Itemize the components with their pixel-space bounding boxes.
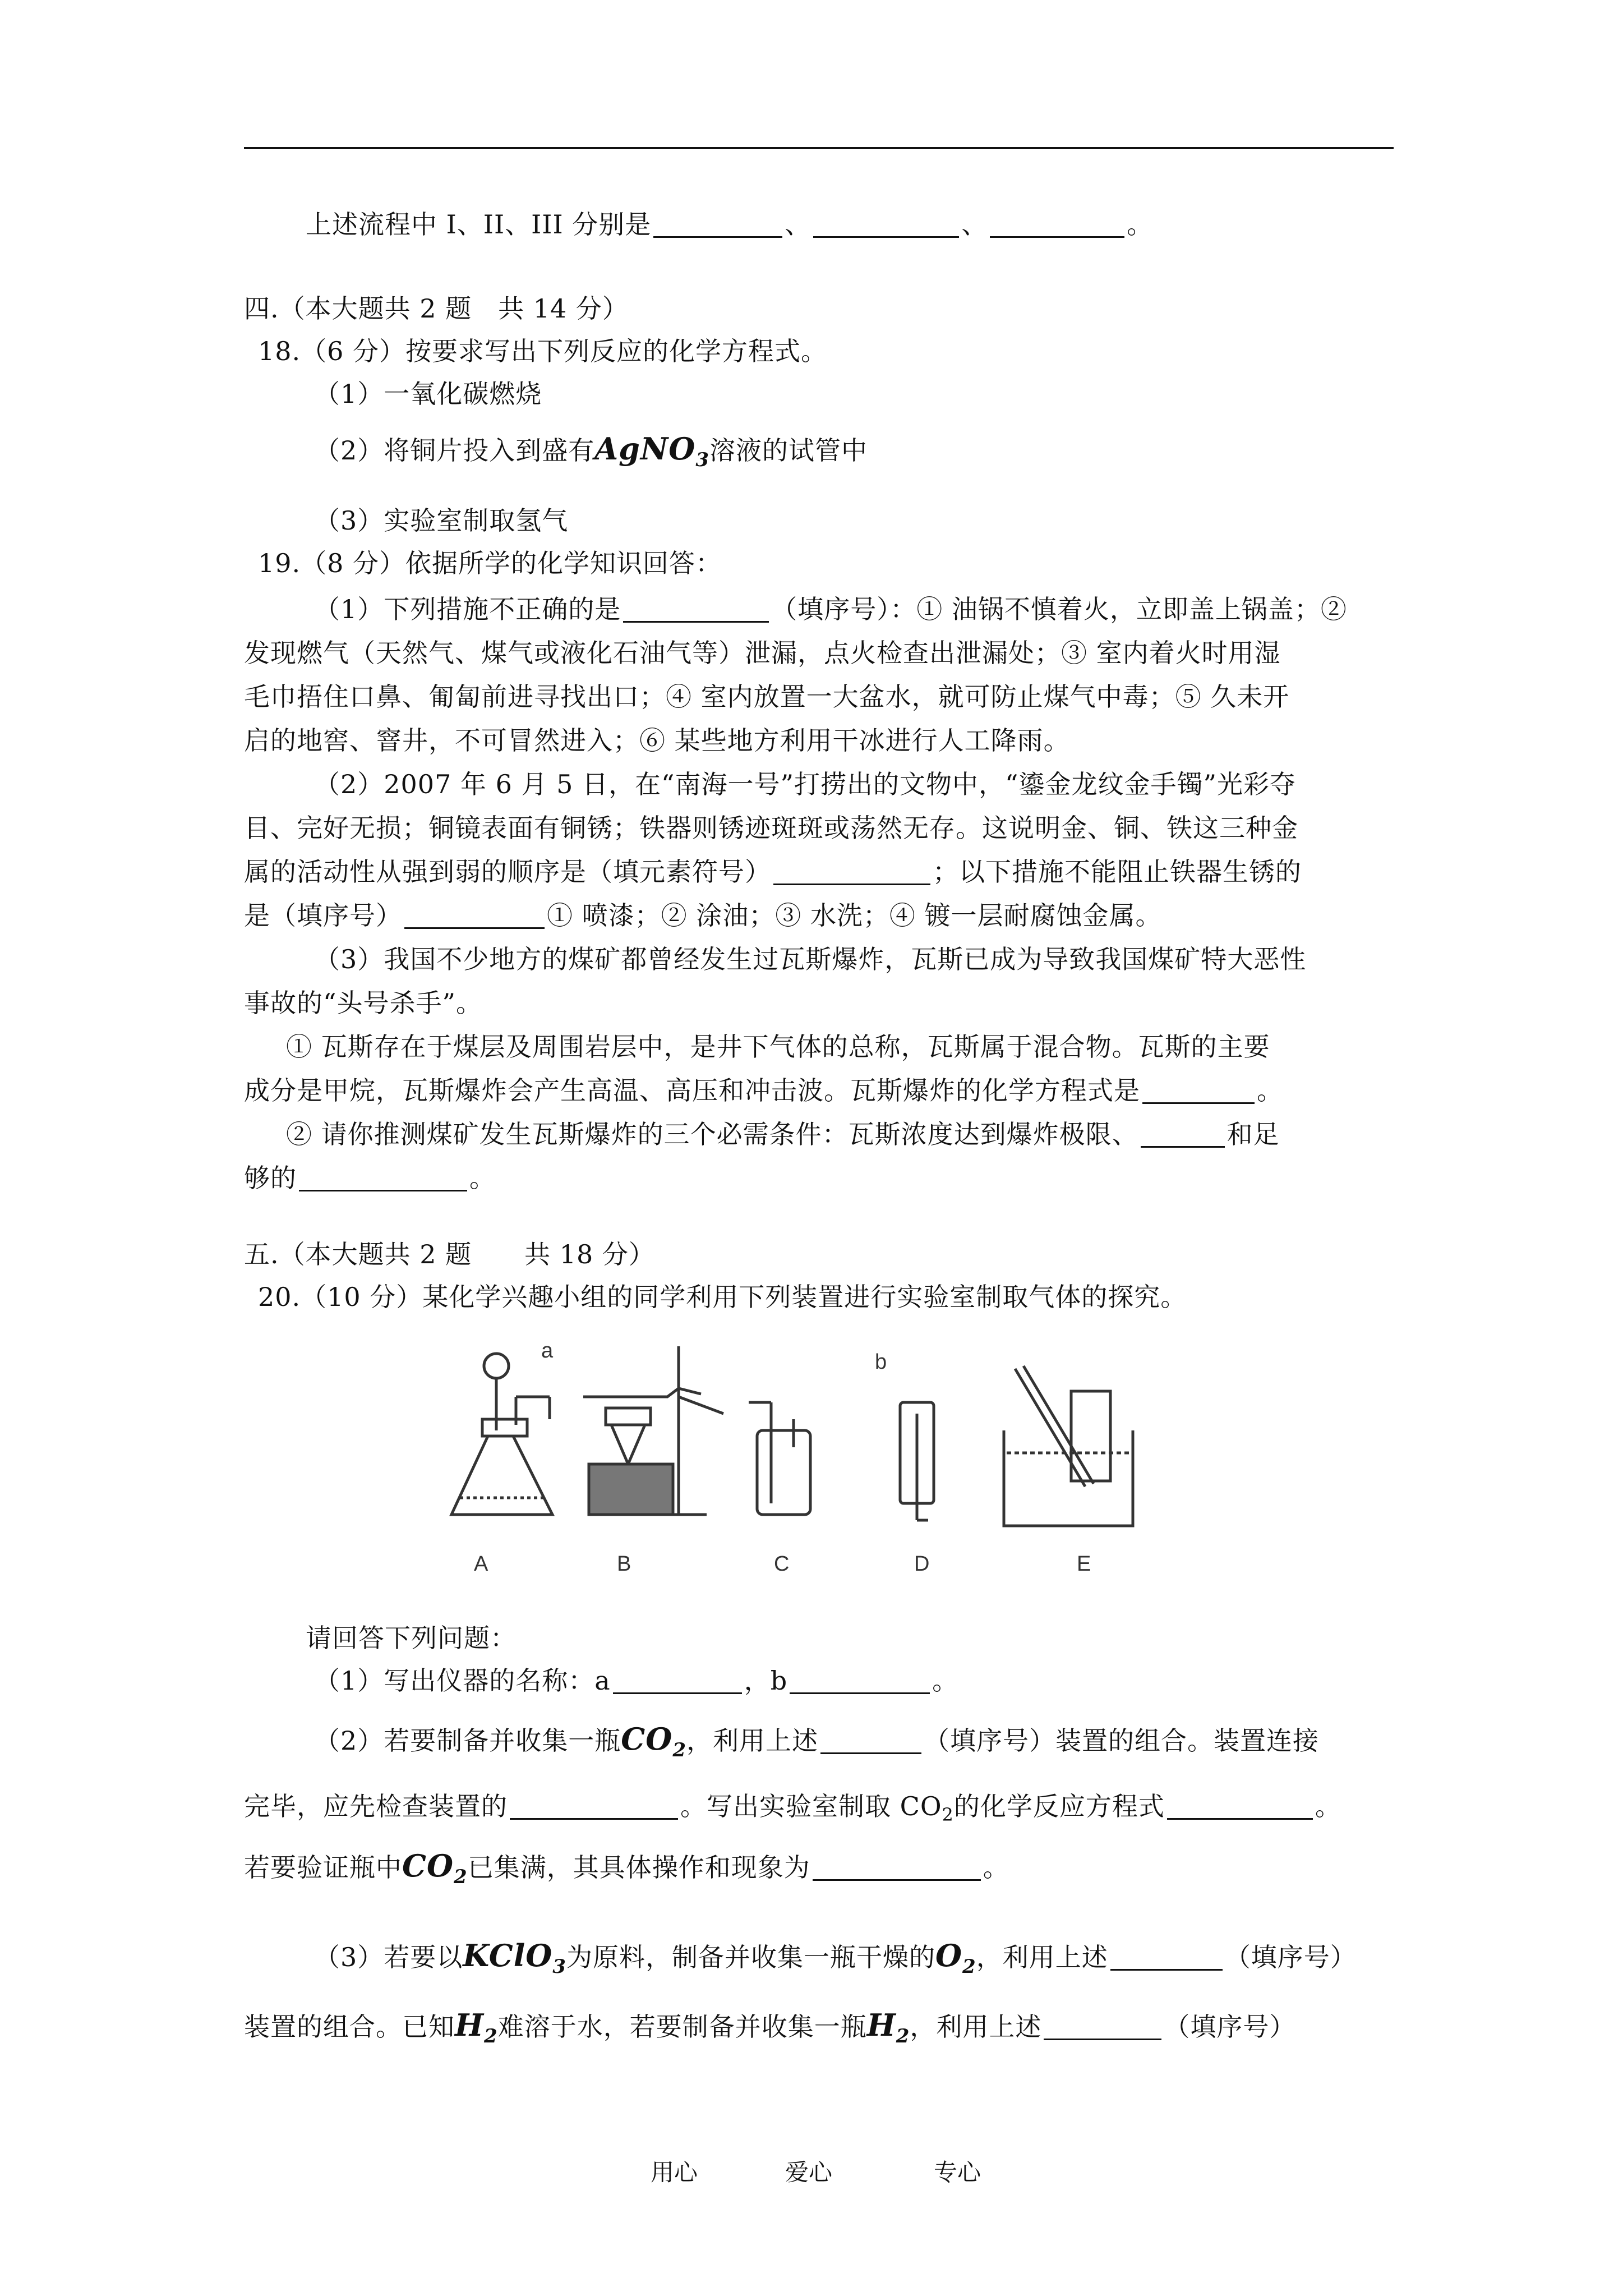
tag-a: a <box>541 1339 554 1363</box>
q19-part2-line4: 是（填序号） ① 喷漆；② 涂油；③ 水洗；④ 镀一层耐腐蚀金属。 <box>244 900 1162 931</box>
q19-part1-line4: 启的地窖、窨井，不可冒然进入；⑥ 某些地方利用干冰进行人工降雨。 <box>244 725 1070 756</box>
q19-part1-line1: （1）下列措施不正确的是 （填序号）：① 油锅不慎着火，立即盖上锅盖；② <box>314 594 1347 624</box>
q18-part3: （3）实验室制取氢气 <box>314 505 569 536</box>
q19-part3-line1: （3）我国不少地方的煤矿都曾经发生过瓦斯爆炸，瓦斯已成为导致我国煤矿特大恶性 <box>314 944 1307 974</box>
question-19: 19.（8 分）依据所学的化学知识回答： <box>258 548 722 578</box>
line-flow-question: 上述流程中 I、II、III 分别是 、 、 。 <box>306 209 1154 240</box>
q19-part2-line2: 目、完好无损；铜镜表面有铜锈；铁器则锈迹斑斑或荡然无存。这说明金、铜、铁这三种金 <box>244 813 1298 843</box>
q19-part1-line3: 毛巾捂住口鼻、匍匐前进寻找出口；④ 室内放置一大盆水，就可防止煤气中毒；⑤ 久未开 <box>244 682 1290 712</box>
ask-line: 请回答下列问题： <box>306 1623 517 1653</box>
q19-part3-line3: ① 瓦斯存在于煤层及周围岩层中，是井下气体的总称，瓦斯属于混合物。瓦斯的主要 <box>286 1032 1270 1062</box>
q20-part2-line3: 若要验证瓶中$CO_2$已集满，其具体操作和现象为 。 <box>244 1848 1009 1888</box>
apparatus-figure <box>443 1335 1172 1584</box>
q20-part3-line1: （3）若要以KClO$_3$为原料，制备并收集一瓶干燥的$O_2$，利用上述 （填序号） <box>314 1938 1357 1978</box>
question-18: 18.（6 分）按要求写出下列反应的化学方程式。 <box>258 336 828 366</box>
section-5-heading: 五.（本大题共 2 题 共 18 分） <box>244 1239 655 1269</box>
apparatus-a-flask <box>451 1354 552 1515</box>
q20-part3-line2: 装置的组合。已知$H_2$难溶于水，若要制备并收集一瓶$H_2$，利用上述 （填序号） <box>244 2007 1296 2047</box>
section-4-heading: 四.（本大题共 2 题 共 14 分） <box>244 293 629 324</box>
q20-part2-line1: （2）若要制备并收集一瓶$CO_2$，利用上述 （填序号）装置的组合。装置连接 <box>314 1721 1319 1761</box>
apparatus-e-trough <box>1004 1366 1133 1526</box>
footer-zhuanxin: 专心 <box>934 2159 981 2186</box>
q20-part1: （1）写出仪器的名称：a ，b 。 <box>314 1665 959 1696</box>
q18-part1: （1）一氧化碳燃烧 <box>314 379 542 409</box>
label-d: D <box>914 1552 930 1576</box>
q20-part2-line2: 完毕，应先检查装置的 。写出实验室制取 $CO_2$的化学反应方程式 。 <box>244 1791 1341 1826</box>
q19-part1-line2: 发现燃气（天然气、煤气或液化石油气等）泄漏，点火检查出泄漏处；③ 室内着火时用湿 <box>244 638 1281 668</box>
q19-part2-line3: 属的活动性从强到弱的顺序是（填元素符号） ；以下措施不能阻止铁器生锈的 <box>244 857 1302 887</box>
q19-part3-line5: ② 请你推测煤矿发生瓦斯爆炸的三个必需条件：瓦斯浓度达到爆炸极限、 和足 <box>286 1119 1280 1149</box>
q19-part2-line1: （2）2007 年 6 月 5 日，在“南海一号”打捞出的文物中，“鎏金龙纹金手镯”光彩夺 <box>314 769 1297 799</box>
apparatus-b-heating <box>583 1346 723 1515</box>
footer-yongxin: 用心 <box>651 2159 698 2186</box>
label-e: E <box>1077 1552 1091 1576</box>
header-rule <box>244 147 1394 149</box>
tag-b: b <box>875 1350 887 1374</box>
apparatus-c-bottle <box>749 1402 810 1515</box>
q18-part2: （2）将铜片投入到盛有AgNO$_3$溶液的试管中 <box>314 431 868 471</box>
apparatus-svg <box>443 1335 1172 1582</box>
apparatus-d-bottle <box>900 1402 934 1520</box>
question-20: 20.（10 分）某化学兴趣小组的同学利用下列装置进行实验室制取气体的探究。 <box>258 1282 1187 1312</box>
footer-aixin: 爱心 <box>785 2159 833 2186</box>
q19-part3-line2: 事故的“头号杀手”。 <box>244 988 483 1018</box>
label-b: B <box>617 1552 631 1576</box>
label-c: C <box>774 1552 790 1576</box>
q19-part3-line6: 够的 。 <box>244 1163 496 1193</box>
q19-part3-line4: 成分是甲烷，瓦斯爆炸会产生高温、高压和冲击波。瓦斯爆炸的化学方程式是 。 <box>244 1075 1283 1106</box>
label-a: A <box>474 1552 488 1576</box>
